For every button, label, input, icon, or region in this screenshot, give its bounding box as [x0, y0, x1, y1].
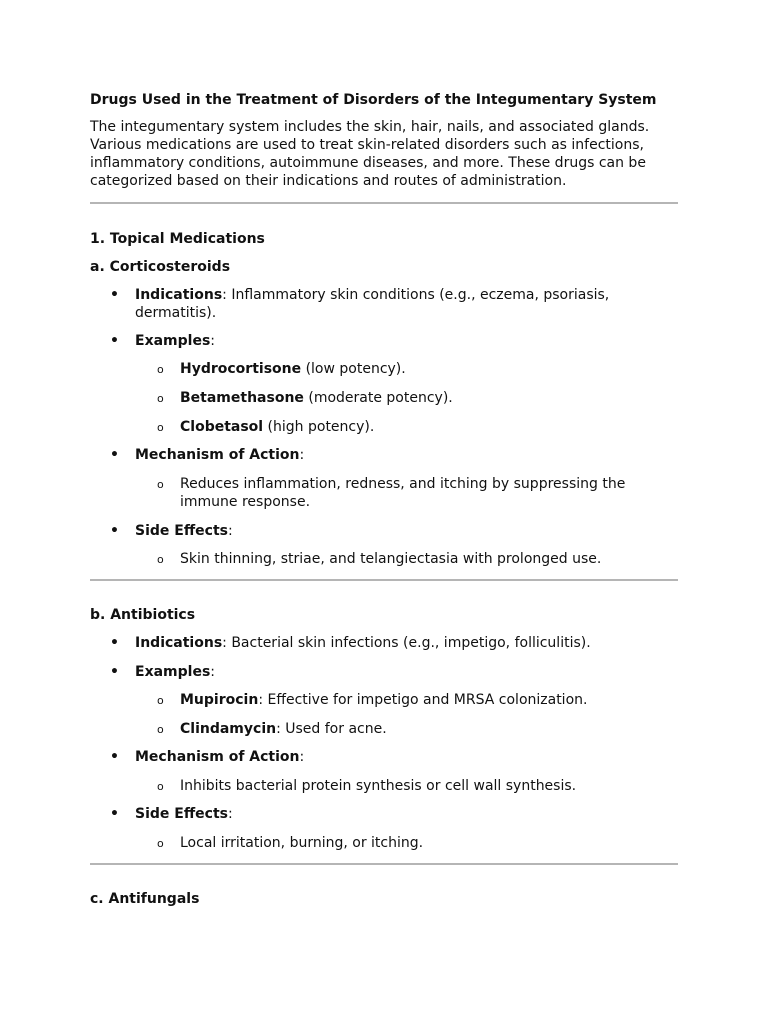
drug-name: Betamethasone: [180, 390, 304, 406]
indications-text: : Bacterial skin infections (e.g., impetigo, folliculitis).: [222, 635, 591, 651]
drug-note: (high potency).: [263, 419, 375, 435]
sub-list-item: [135, 777, 678, 795]
side-effects-label: Side Effects: [135, 523, 228, 539]
sub-list-item: [135, 834, 678, 852]
bullet-icon: •: [110, 523, 119, 539]
side-effect-text: Local irritation, burning, or itching.: [180, 835, 424, 851]
indications-label: Indications: [135, 635, 223, 651]
colon: :: [210, 664, 215, 680]
bullet-icon: •: [110, 635, 119, 651]
subsection-heading-antibiotics: b. Antibiotics: [90, 607, 196, 623]
list-item-indications: [90, 634, 678, 652]
sub-list-item: [135, 550, 678, 568]
divider: [90, 863, 678, 865]
drug-note: : Used for acne.: [276, 721, 387, 737]
examples-sublist: [135, 360, 678, 436]
sub-list-item: [135, 389, 678, 407]
colon: :: [299, 447, 305, 463]
mechanism-label: Mechanism of Action: [135, 447, 300, 463]
side-effect-text: Skin thinning, striae, and telangiectasia with prolonged use.: [180, 551, 602, 567]
circle-bullet-icon: o: [157, 392, 164, 405]
subsection-heading-corticosteroids: a. Corticosteroids: [90, 259, 231, 275]
list-item-mechanism: [90, 446, 678, 511]
drug-name: Hydrocortisone: [180, 361, 302, 377]
list-item-side-effects: [90, 522, 678, 568]
drug-note: (moderate potency).: [303, 390, 453, 406]
list-item-side-effects: [90, 805, 678, 852]
sub-list-item: [135, 418, 678, 436]
mechanism-sublist: [135, 777, 678, 795]
bullet-icon: •: [110, 333, 119, 349]
drug-note: : Effective for impetigo and MRSA colonization.: [258, 692, 588, 708]
circle-bullet-icon: o: [157, 723, 164, 736]
examples-sublist: [135, 691, 678, 738]
colon: :: [228, 806, 233, 822]
colon: :: [299, 749, 305, 765]
colon: :: [210, 333, 215, 349]
circle-bullet-icon: o: [157, 837, 164, 850]
circle-bullet-icon: o: [157, 553, 164, 566]
circle-bullet-icon: o: [157, 363, 164, 376]
mechanism-text: Inhibits bacterial protein synthesis or cell wall synthesis.: [180, 778, 577, 794]
list-item-mechanism: [90, 748, 678, 795]
sub-list-item: [135, 720, 678, 738]
divider: [90, 579, 678, 581]
circle-bullet-icon: o: [157, 694, 164, 707]
examples-label: Examples: [135, 333, 211, 349]
drug-note: (low potency).: [301, 361, 406, 377]
colon: :: [228, 523, 233, 539]
document-page: [90, 91, 678, 908]
examples-label: Examples: [135, 664, 211, 680]
list-item-examples: [90, 332, 678, 436]
side-effects-sublist: [135, 550, 678, 568]
drug-name: Clindamycin: [180, 721, 277, 737]
list-item-examples: [90, 663, 678, 738]
side-effects-sublist: [135, 834, 678, 852]
list-item-indications: [90, 286, 678, 322]
sub-list-item: [135, 475, 678, 511]
corticosteroids-list: [90, 286, 678, 568]
sub-list-item: [135, 691, 678, 709]
section-heading-topical: 1. Topical Medications: [90, 231, 265, 247]
document-title: Drugs Used in the Treatment of Disorders of the Integumentary System: [90, 92, 657, 108]
bullet-icon: •: [110, 664, 119, 680]
circle-bullet-icon: o: [157, 780, 164, 793]
indications-text: : Inflammatory skin conditions (e.g., eczema, psoriasis, dermatitis).: [135, 287, 610, 321]
circle-bullet-icon: o: [157, 478, 164, 491]
mechanism-sublist: [135, 475, 678, 511]
antibiotics-list: [90, 634, 678, 852]
bullet-icon: •: [110, 749, 119, 765]
drug-name: Mupirocin: [180, 692, 259, 708]
circle-bullet-icon: o: [157, 421, 164, 434]
mechanism-text: Reduces inflammation, redness, and itching by suppressing the immune response.: [180, 476, 626, 510]
sub-list-item: [135, 360, 678, 378]
side-effects-label: Side Effects: [135, 806, 228, 822]
subsection-heading-antifungals: c. Antifungals: [90, 891, 200, 907]
indications-label: Indications: [135, 287, 223, 303]
bullet-icon: •: [110, 806, 119, 822]
bullet-icon: •: [110, 447, 119, 463]
intro-paragraph: The integumentary system includes the skin, hair, nails, and associated glands. Various medications are used to treat skin-related disorders such as infections, inflammatory conditions, autoimmune diseases, and more. These drugs can be categorized based on their indications and routes of administration.: [90, 119, 650, 189]
bullet-icon: •: [110, 287, 119, 303]
divider: [90, 202, 678, 204]
drug-name: Clobetasol: [180, 419, 264, 435]
mechanism-label: Mechanism of Action: [135, 749, 300, 765]
